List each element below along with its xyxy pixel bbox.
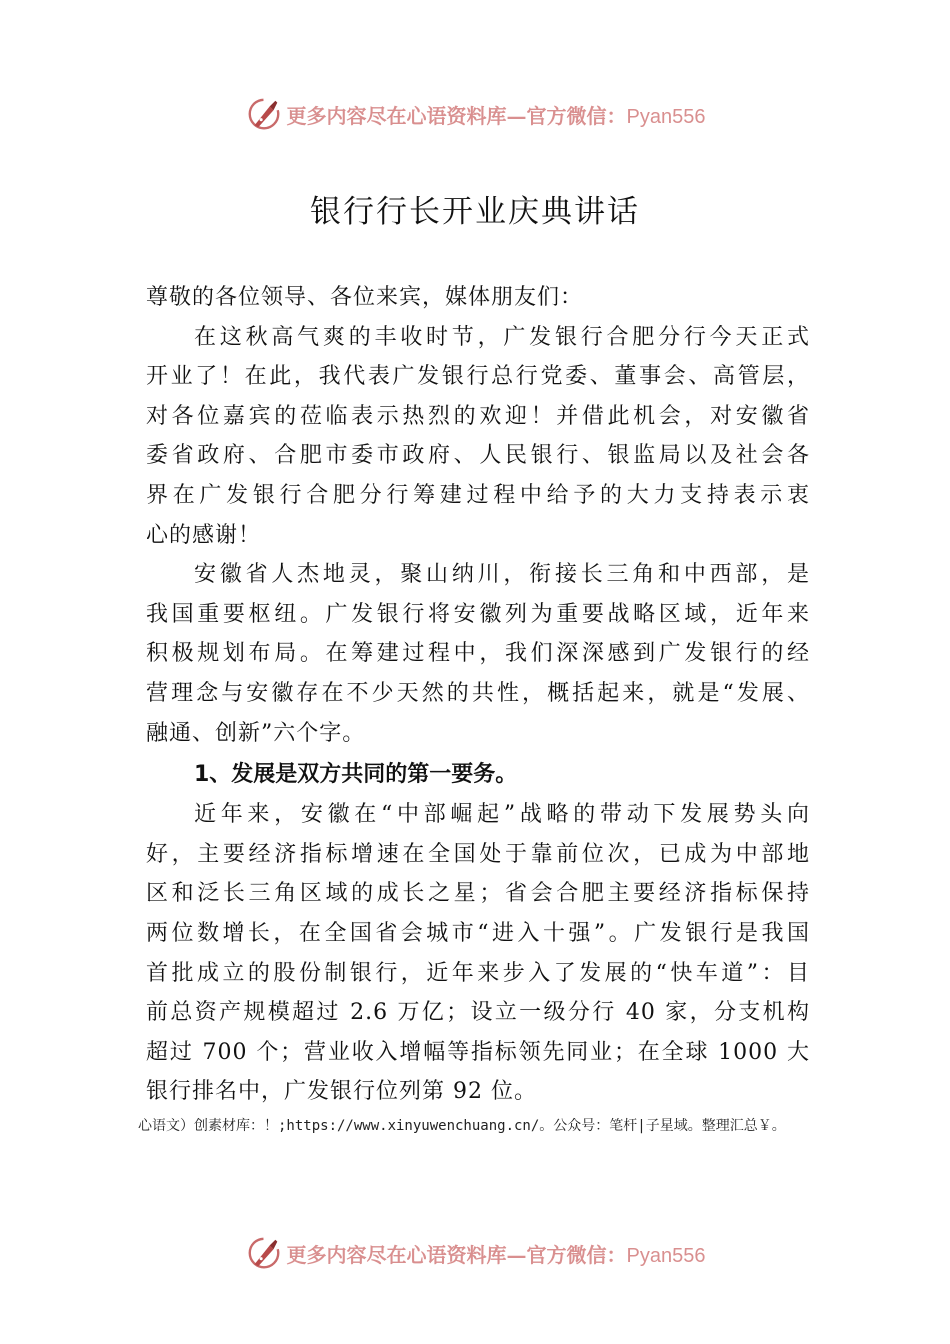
paragraph-line: 营理念与安徽存在不少天然的共性，概括起来，就是“发展、 [146, 680, 810, 706]
paragraph-line: 在这秋高气爽的丰收时节，广发银行合肥分行今天正式 [194, 324, 810, 350]
document-body [146, 278, 810, 1112]
paragraph-line: 积极规划布局。在筹建过程中，我们深深感到广发银行的经 [146, 641, 810, 667]
paragraph-line: 近年来，安徽在“中部崛起”战略的带动下发展势头向 [194, 802, 810, 828]
paragraph-line: 对各位嘉宾的莅临表示热烈的欢迎！并借此机会，对安徽省 [146, 403, 810, 429]
paragraph-line: 银行排名中，广发银行位列第 92 位。 [146, 1079, 537, 1105]
top-banner [0, 94, 950, 134]
paragraph-line: 前总资产规模超过 2.6 万亿；设立一级分行 40 家，分支机构 [146, 1000, 810, 1026]
paragraph-line: 超过 700 个；营业收入增幅等指标领先同业；在全球 1000 大 [146, 1039, 810, 1065]
banner-text: 更多内容尽在心语资料库—官方微信：Pyan556 [286, 1242, 706, 1267]
page-title: 银行行长开业庆典讲话 [310, 194, 640, 230]
paragraph-line: 界在广发银行合肥分行筹建过程中给予的大力支持表示衷 [146, 482, 810, 508]
paragraph-line: 安徽省人杰地灵，聚山纳川，衔接长三角和中西部，是 [194, 562, 810, 588]
greeting-line: 尊敬的各位领导、各位来宾，媒体朋友们： [146, 285, 584, 310]
paragraph-line: 两位数增长，在全国省会城市“进入十强”。广发银行是我国 [146, 920, 810, 946]
paragraph-line: 区和泛长三角区域的成长之星；省会合肥主要经济指标保持 [146, 881, 810, 907]
pen-nib-logo-icon [245, 95, 283, 133]
bottom-banner [0, 1233, 950, 1273]
paragraph-line: 融通、创新”六个字。 [146, 720, 366, 746]
paragraph-line: 好，主要经济指标增速在全国处于靠前位次，已成为中部地 [146, 841, 810, 867]
pen-nib-logo-icon [245, 1234, 283, 1272]
paragraph-line: 开业了！在此，我代表广发银行总行党委、董事会、高管层， [146, 364, 810, 390]
wechat-id: Pyan556 [626, 1244, 706, 1267]
wechat-id: Pyan556 [626, 105, 706, 128]
paragraph-line: 首批成立的股份制银行，近年来步入了发展的“快车道”：目 [146, 960, 810, 986]
banner-inner [245, 95, 706, 133]
banner-text: 更多内容尽在心语资料库—官方微信：Pyan556 [286, 103, 706, 128]
section-heading: 1、发展是双方共同的第一要务。 [194, 762, 518, 788]
source-note: 心语文）创素材库：！;https://www.xinyuwenchuang.cn/。公众号：笔杆|子星域。整理汇总￥。 [138, 1118, 786, 1134]
paragraph-line: 我国重要枢纽。广发银行将安徽列为重要战略区域，近年来 [146, 601, 810, 627]
paragraph-line: 心的感谢！ [146, 522, 262, 548]
banner-inner [245, 1234, 706, 1272]
paragraph-line: 委省政府、合肥市委市政府、人民银行、银监局以及社会各 [146, 443, 810, 469]
